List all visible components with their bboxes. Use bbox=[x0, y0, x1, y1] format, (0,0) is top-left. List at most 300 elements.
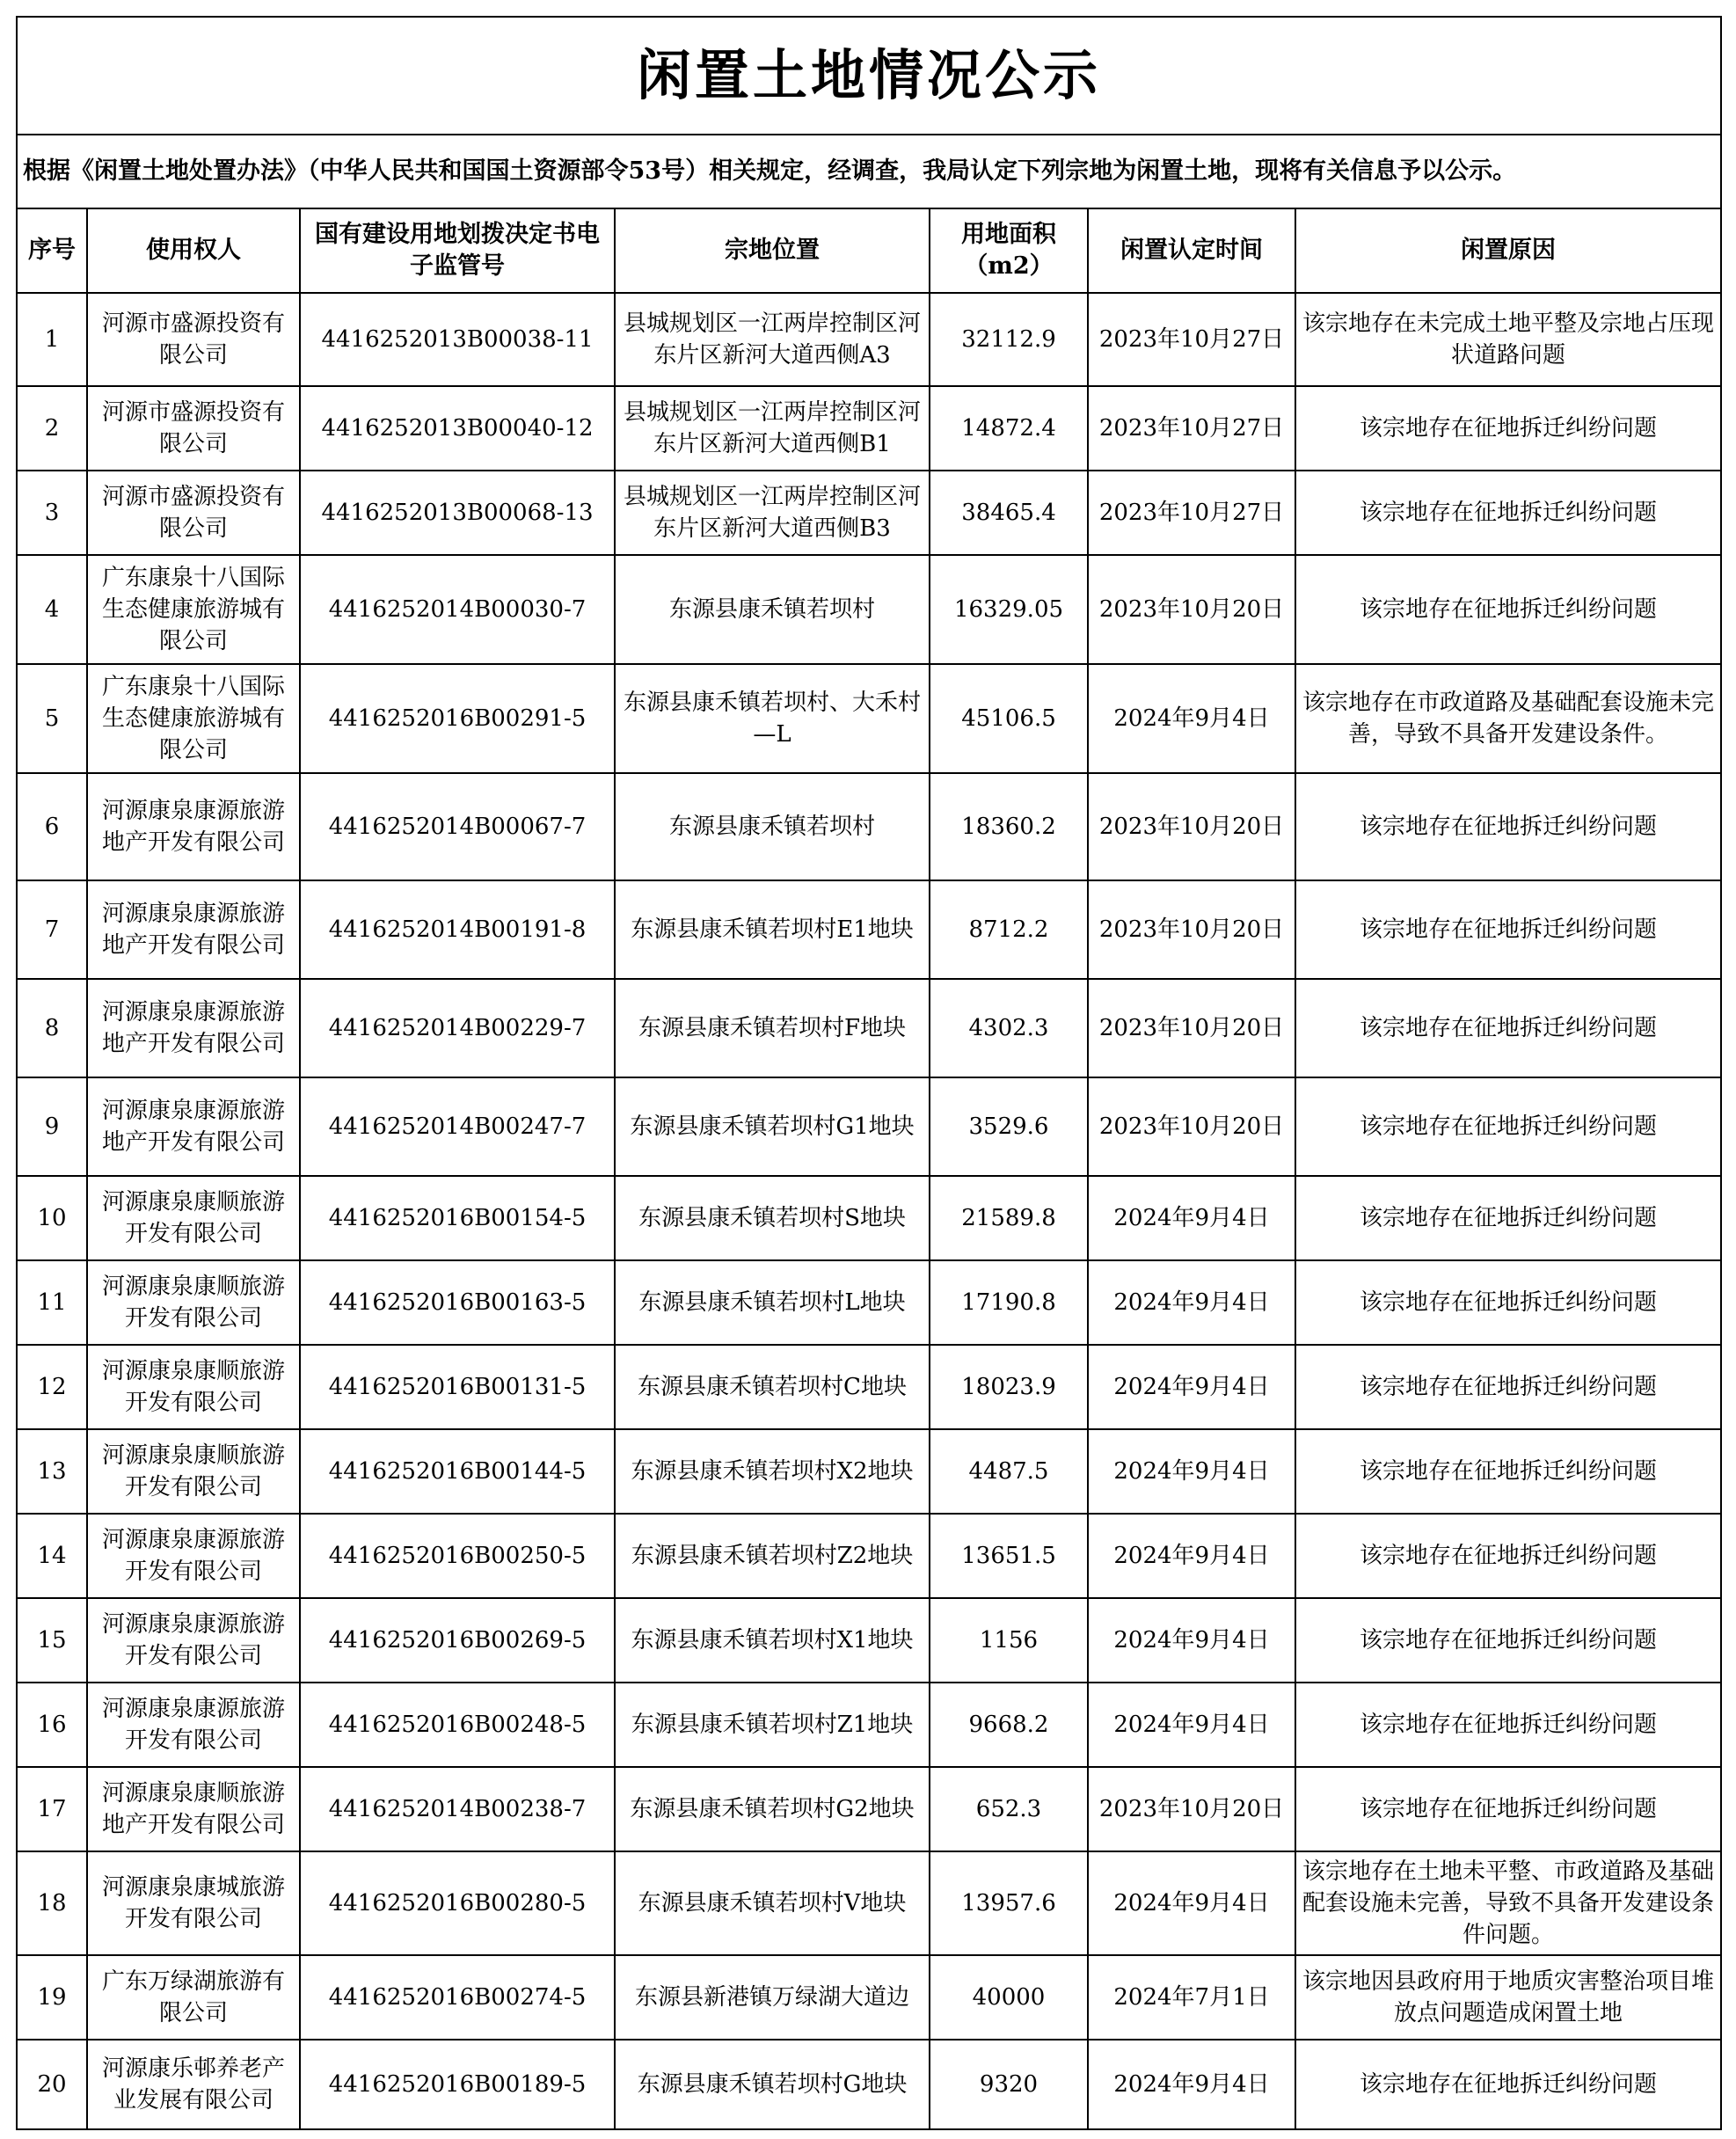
cell-row-area bbox=[930, 1683, 1088, 1767]
cell-row-index bbox=[17, 1683, 87, 1767]
cell-text: 2023年10月20日 bbox=[1098, 1015, 1285, 1041]
cell-text: 6 bbox=[44, 814, 60, 840]
cell-text: 1156 bbox=[979, 1627, 1039, 1654]
cell-text: 4416252016B00248-5 bbox=[328, 1712, 587, 1738]
cell-text: 东源县康禾镇若坝村X2地块 bbox=[631, 1458, 914, 1485]
cell-row-index bbox=[17, 1955, 87, 2040]
table-row bbox=[17, 1176, 1721, 1260]
cell-row-supervision-no bbox=[300, 1767, 615, 1851]
cell-row-area bbox=[930, 979, 1088, 1077]
cell-row-location bbox=[615, 293, 930, 386]
cell-text: 1 bbox=[44, 326, 60, 353]
cell-text: 3 bbox=[44, 500, 60, 526]
table-row bbox=[17, 664, 1721, 773]
cell-text: 广东万绿湖旅游有限公司 bbox=[101, 1968, 285, 2026]
cell-text: 4416252016B00144-5 bbox=[328, 1458, 587, 1485]
table-row bbox=[17, 1514, 1721, 1598]
cell-text: 9 bbox=[44, 1113, 60, 1140]
cell-text: 2024年9月4日 bbox=[1113, 1374, 1270, 1400]
cell-text: 该宗地存在征地拆迁纠纷问题 bbox=[1360, 596, 1658, 623]
cell-row-supervision-no bbox=[300, 1429, 615, 1514]
cell-text: 2023年10月20日 bbox=[1098, 1796, 1285, 1822]
cell-text: 4416252016B00154-5 bbox=[328, 1205, 587, 1231]
cell-row-date bbox=[1088, 1514, 1295, 1598]
cell-text: 2024年9月4日 bbox=[1113, 1543, 1270, 1569]
cell-row-location bbox=[615, 664, 930, 773]
cell-text: 2023年10月27日 bbox=[1098, 415, 1285, 442]
cell-row-owner bbox=[87, 1767, 300, 1851]
cell-row-area bbox=[930, 1851, 1088, 1955]
cell-row-supervision-no bbox=[300, 1598, 615, 1683]
cell-row-supervision-no bbox=[300, 1851, 615, 1955]
cell-row-location bbox=[615, 1260, 930, 1345]
cell-row-supervision-no bbox=[300, 1955, 615, 2040]
cell-text: 4416252016B00280-5 bbox=[328, 1890, 587, 1916]
cell-row-reason bbox=[1295, 1683, 1721, 1767]
cell-text: 该宗地存在征地拆迁纠纷问题 bbox=[1360, 1543, 1658, 1569]
cell-row-area bbox=[930, 664, 1088, 773]
page-title: 闲置土地情况公示 bbox=[17, 17, 1721, 135]
cell-row-date bbox=[1088, 471, 1295, 555]
cell-row-reason bbox=[1295, 1345, 1721, 1429]
cell-row-location bbox=[615, 1514, 930, 1598]
cell-text: 河源康泉康源旅游地产开发有限公司 bbox=[101, 1098, 285, 1156]
cell-row-index bbox=[17, 664, 87, 773]
cell-text: 16 bbox=[37, 1712, 67, 1738]
cell-row-location bbox=[615, 1176, 930, 1260]
cell-row-date bbox=[1088, 555, 1295, 664]
cell-text: 河源康泉康源旅游地产开发有限公司 bbox=[101, 999, 285, 1057]
cell-text: 河源康泉康顺旅游开发有限公司 bbox=[101, 1442, 285, 1500]
cell-text: 21589.8 bbox=[961, 1205, 1056, 1231]
cell-row-supervision-no bbox=[300, 773, 615, 880]
cell-text: 11 bbox=[37, 1289, 67, 1316]
cell-text: 县城规划区一江两岸控制区河东片区新河大道西侧B1 bbox=[623, 399, 921, 457]
cell-text: 广东康泉十八国际生态健康旅游城有限公司 bbox=[101, 674, 285, 763]
cell-row-reason bbox=[1295, 664, 1721, 773]
cell-row-reason bbox=[1295, 773, 1721, 880]
cell-row-owner bbox=[87, 1260, 300, 1345]
cell-text: 4416252013B00040-12 bbox=[321, 415, 594, 442]
cell-row-supervision-no bbox=[300, 1077, 615, 1176]
cell-row-owner bbox=[87, 1851, 300, 1955]
cell-text: 广东康泉十八国际生态健康旅游城有限公司 bbox=[101, 565, 285, 654]
cell-text: 东源县康禾镇若坝村G1地块 bbox=[630, 1113, 915, 1140]
table-row bbox=[17, 880, 1721, 979]
cell-text: 河源康泉康顺旅游地产开发有限公司 bbox=[101, 1780, 285, 1838]
table-row bbox=[17, 1955, 1721, 2040]
cell-row-reason bbox=[1295, 1955, 1721, 2040]
cell-text: 县城规划区一江两岸控制区河东片区新河大道西侧B3 bbox=[623, 484, 921, 542]
cell-row-owner bbox=[87, 880, 300, 979]
cell-row-area bbox=[930, 880, 1088, 979]
cell-text: 河源康泉康顺旅游开发有限公司 bbox=[101, 1358, 285, 1416]
cell-row-location bbox=[615, 1077, 930, 1176]
cell-row-date bbox=[1088, 1767, 1295, 1851]
cell-text: 12 bbox=[37, 1374, 67, 1400]
cell-row-area bbox=[930, 1345, 1088, 1429]
cell-text: 16329.05 bbox=[953, 596, 1064, 623]
cell-text: 2 bbox=[44, 415, 60, 442]
cell-row-index bbox=[17, 293, 87, 386]
cell-row-location bbox=[615, 471, 930, 555]
cell-text: 东源县康禾镇若坝村V地块 bbox=[638, 1890, 907, 1916]
cell-row-supervision-no bbox=[300, 880, 615, 979]
cell-text: 2024年7月1日 bbox=[1113, 1984, 1270, 2011]
cell-text: 4416252014B00191-8 bbox=[328, 916, 587, 943]
cell-row-area bbox=[930, 293, 1088, 386]
cell-row-reason bbox=[1295, 1260, 1721, 1345]
cell-row-location bbox=[615, 773, 930, 880]
cell-row-location bbox=[615, 880, 930, 979]
cell-text: 4416252016B00274-5 bbox=[328, 1984, 587, 2011]
cell-text: 东源县康禾镇若坝村X1地块 bbox=[631, 1627, 914, 1654]
cell-row-area bbox=[930, 1260, 1088, 1345]
cell-row-date bbox=[1088, 664, 1295, 773]
cell-text: 河源康乐邨养老产业发展有限公司 bbox=[101, 2055, 285, 2113]
cell-row-index bbox=[17, 773, 87, 880]
cell-row-date bbox=[1088, 1176, 1295, 1260]
cell-text: 东源县康禾镇若坝村Z1地块 bbox=[631, 1712, 914, 1738]
cell-text: 13957.6 bbox=[961, 1890, 1056, 1916]
cell-text: 河源康泉康源旅游开发有限公司 bbox=[101, 1527, 285, 1585]
cell-text: 县城规划区一江两岸控制区河东片区新河大道西侧A3 bbox=[623, 310, 921, 369]
cell-text: 32112.9 bbox=[961, 326, 1056, 353]
cell-row-location bbox=[615, 2040, 930, 2129]
cell-text: 13 bbox=[37, 1458, 67, 1485]
cell-row-supervision-no bbox=[300, 664, 615, 773]
cell-row-index bbox=[17, 880, 87, 979]
cell-row-supervision-no bbox=[300, 293, 615, 386]
cell-text: 该宗地存在土地未平整、市政道路及基础配套设施未完善，导致不具备开发建设条件问题。 bbox=[1302, 1858, 1715, 1948]
cell-text: 2024年9月4日 bbox=[1113, 1890, 1270, 1916]
cell-row-location bbox=[615, 1429, 930, 1514]
cell-text: 4416252016B00250-5 bbox=[328, 1543, 587, 1569]
cell-row-owner bbox=[87, 1176, 300, 1260]
cell-row-date bbox=[1088, 1598, 1295, 1683]
cell-text: 4416252014B00030-7 bbox=[328, 596, 587, 623]
cell-text: 2024年9月4日 bbox=[1113, 1627, 1270, 1654]
cell-row-reason bbox=[1295, 1598, 1721, 1683]
cell-row-index bbox=[17, 1514, 87, 1598]
cell-row-date bbox=[1088, 1345, 1295, 1429]
cell-row-date bbox=[1088, 1260, 1295, 1345]
cell-text: 7 bbox=[44, 916, 60, 943]
table-row bbox=[17, 1683, 1721, 1767]
cell-text: 该宗地存在征地拆迁纠纷问题 bbox=[1360, 500, 1658, 526]
cell-text: 河源市盛源投资有限公司 bbox=[101, 310, 285, 369]
cell-text: 东源县康禾镇若坝村G地块 bbox=[637, 2071, 908, 2098]
cell-text: 18360.2 bbox=[961, 814, 1056, 840]
cell-text: 19 bbox=[37, 1984, 67, 2011]
cell-text: 东源县康禾镇若坝村 bbox=[668, 596, 875, 623]
cell-row-owner bbox=[87, 979, 300, 1077]
cell-row-reason bbox=[1295, 555, 1721, 664]
cell-row-location bbox=[615, 1767, 930, 1851]
cell-text: 2024年9月4日 bbox=[1113, 1289, 1270, 1316]
cell-row-index bbox=[17, 1077, 87, 1176]
cell-row-reason bbox=[1295, 1851, 1721, 1955]
table-row bbox=[17, 773, 1721, 880]
cell-row-owner bbox=[87, 1683, 300, 1767]
cell-text: 2024年9月4日 bbox=[1113, 705, 1270, 732]
cell-row-location bbox=[615, 1955, 930, 2040]
cell-text: 38465.4 bbox=[961, 500, 1056, 526]
cell-text: 4416252016B00189-5 bbox=[328, 2071, 587, 2098]
table-row bbox=[17, 2040, 1721, 2129]
cell-text: 该宗地存在征地拆迁纠纷问题 bbox=[1360, 1289, 1658, 1316]
cell-text: 该宗地存在征地拆迁纠纷问题 bbox=[1360, 916, 1658, 943]
cell-row-reason bbox=[1295, 1429, 1721, 1514]
cell-row-date bbox=[1088, 2040, 1295, 2129]
cell-row-reason bbox=[1295, 979, 1721, 1077]
table-row bbox=[17, 293, 1721, 386]
cell-row-owner bbox=[87, 1077, 300, 1176]
column-header-supervision-no: 国有建设用地划拨决定书电子监管号 bbox=[300, 208, 615, 293]
cell-row-reason bbox=[1295, 2040, 1721, 2129]
cell-row-date bbox=[1088, 1429, 1295, 1514]
cell-row-supervision-no bbox=[300, 1683, 615, 1767]
cell-text: 2024年9月4日 bbox=[1113, 1712, 1270, 1738]
cell-row-index bbox=[17, 471, 87, 555]
cell-text: 该宗地存在征地拆迁纠纷问题 bbox=[1360, 1796, 1658, 1822]
cell-text: 东源县康禾镇若坝村Z2地块 bbox=[631, 1543, 914, 1569]
cell-text: 4416252013B00038-11 bbox=[321, 326, 594, 353]
cell-row-area bbox=[930, 555, 1088, 664]
cell-row-area bbox=[930, 1429, 1088, 1514]
cell-text: 河源康泉康顺旅游开发有限公司 bbox=[101, 1189, 285, 1247]
cell-row-supervision-no bbox=[300, 555, 615, 664]
cell-text: 该宗地存在未完成土地平整及宗地占压现状道路问题 bbox=[1302, 310, 1715, 369]
cell-text: 4 bbox=[44, 596, 60, 623]
cell-text: 15 bbox=[37, 1627, 67, 1654]
cell-text: 8712.2 bbox=[968, 916, 1049, 943]
cell-row-index bbox=[17, 555, 87, 664]
cell-row-index bbox=[17, 1598, 87, 1683]
column-header-location: 宗地位置 bbox=[615, 208, 930, 293]
cell-text: 该宗地存在征地拆迁纠纷问题 bbox=[1360, 1374, 1658, 1400]
column-header-index: 序号 bbox=[17, 208, 87, 293]
cell-row-location bbox=[615, 1851, 930, 1955]
cell-row-reason bbox=[1295, 293, 1721, 386]
cell-text: 4416252016B00163-5 bbox=[328, 1289, 587, 1316]
cell-text: 2024年9月4日 bbox=[1113, 1458, 1270, 1485]
cell-row-owner bbox=[87, 1955, 300, 2040]
cell-row-supervision-no bbox=[300, 386, 615, 471]
cell-row-area bbox=[930, 1514, 1088, 1598]
cell-text: 2024年9月4日 bbox=[1113, 1205, 1270, 1231]
cell-row-location bbox=[615, 386, 930, 471]
cell-row-area bbox=[930, 1176, 1088, 1260]
table-row bbox=[17, 555, 1721, 664]
table-row bbox=[17, 1851, 1721, 1955]
cell-text: 18023.9 bbox=[961, 1374, 1056, 1400]
cell-row-owner bbox=[87, 773, 300, 880]
cell-row-owner bbox=[87, 1345, 300, 1429]
cell-row-supervision-no bbox=[300, 1514, 615, 1598]
cell-text: 该宗地存在征地拆迁纠纷问题 bbox=[1360, 814, 1658, 840]
notice-sheet bbox=[16, 16, 1720, 2130]
cell-text: 河源康泉康源旅游开发有限公司 bbox=[101, 1611, 285, 1669]
cell-text: 2023年10月20日 bbox=[1098, 814, 1285, 840]
cell-text: 45106.5 bbox=[961, 705, 1056, 732]
cell-text: 20 bbox=[37, 2071, 67, 2098]
cell-row-reason bbox=[1295, 386, 1721, 471]
cell-text: 4416252016B00291-5 bbox=[328, 705, 587, 732]
cell-row-index bbox=[17, 1767, 87, 1851]
cell-row-date bbox=[1088, 1851, 1295, 1955]
cell-row-owner bbox=[87, 1514, 300, 1598]
cell-text: 3529.6 bbox=[968, 1113, 1049, 1140]
cell-text: 8 bbox=[44, 1015, 60, 1041]
cell-text: 东源县康禾镇若坝村、大禾村—L bbox=[623, 690, 921, 748]
cell-row-index bbox=[17, 979, 87, 1077]
cell-row-reason bbox=[1295, 1176, 1721, 1260]
cell-text: 河源康泉康顺旅游开发有限公司 bbox=[101, 1274, 285, 1332]
cell-text: 该宗地存在征地拆迁纠纷问题 bbox=[1360, 2071, 1658, 2098]
cell-row-index bbox=[17, 386, 87, 471]
cell-row-reason bbox=[1295, 1077, 1721, 1176]
cell-text: 河源康泉康源旅游开发有限公司 bbox=[101, 1696, 285, 1754]
cell-row-location bbox=[615, 979, 930, 1077]
cell-row-owner bbox=[87, 386, 300, 471]
cell-row-owner bbox=[87, 2040, 300, 2129]
table-row bbox=[17, 471, 1721, 555]
cell-text: 东源县康禾镇若坝村G2地块 bbox=[630, 1796, 915, 1822]
cell-text: 40000 bbox=[972, 1984, 1046, 2011]
table-header-row bbox=[17, 208, 1721, 293]
table-row bbox=[17, 1598, 1721, 1683]
cell-text: 2023年10月27日 bbox=[1098, 326, 1285, 353]
cell-row-location bbox=[615, 555, 930, 664]
cell-row-supervision-no bbox=[300, 471, 615, 555]
cell-text: 4416252016B00131-5 bbox=[328, 1374, 587, 1400]
cell-text: 河源康泉康源旅游地产开发有限公司 bbox=[101, 798, 285, 856]
cell-row-date bbox=[1088, 979, 1295, 1077]
cell-text: 该宗地存在征地拆迁纠纷问题 bbox=[1360, 1712, 1658, 1738]
cell-row-area bbox=[930, 1077, 1088, 1176]
cell-row-location bbox=[615, 1683, 930, 1767]
cell-row-area bbox=[930, 2040, 1088, 2129]
cell-row-date bbox=[1088, 773, 1295, 880]
cell-row-owner bbox=[87, 555, 300, 664]
cell-text: 该宗地存在征地拆迁纠纷问题 bbox=[1360, 1458, 1658, 1485]
cell-row-area bbox=[930, 773, 1088, 880]
cell-text: 652.3 bbox=[975, 1796, 1042, 1822]
cell-text: 2024年9月4日 bbox=[1113, 2071, 1270, 2098]
cell-row-index bbox=[17, 1345, 87, 1429]
cell-text: 4416252014B00067-7 bbox=[328, 814, 587, 840]
cell-row-date bbox=[1088, 1955, 1295, 2040]
cell-row-area bbox=[930, 1767, 1088, 1851]
cell-text: 17 bbox=[37, 1796, 67, 1822]
cell-text: 该宗地存在征地拆迁纠纷问题 bbox=[1360, 1015, 1658, 1041]
cell-row-reason bbox=[1295, 1514, 1721, 1598]
cell-text: 东源县康禾镇若坝村C地块 bbox=[638, 1374, 907, 1400]
cell-text: 4416252013B00068-13 bbox=[321, 500, 594, 526]
cell-text: 4416252014B00229-7 bbox=[328, 1015, 587, 1041]
cell-row-index bbox=[17, 1429, 87, 1514]
table-row bbox=[17, 1345, 1721, 1429]
cell-text: 东源县康禾镇若坝村E1地块 bbox=[631, 916, 914, 943]
cell-text: 该宗地存在征地拆迁纠纷问题 bbox=[1360, 1205, 1658, 1231]
table-row bbox=[17, 1767, 1721, 1851]
cell-row-supervision-no bbox=[300, 979, 615, 1077]
cell-row-date bbox=[1088, 1683, 1295, 1767]
cell-text: 4416252014B00238-7 bbox=[328, 1796, 587, 1822]
cell-text: 河源康泉康城旅游开发有限公司 bbox=[101, 1874, 285, 1932]
cell-row-index bbox=[17, 2040, 87, 2129]
cell-text: 东源县康禾镇若坝村L地块 bbox=[638, 1289, 906, 1316]
cell-text: 4416252014B00247-7 bbox=[328, 1113, 587, 1140]
cell-text: 13651.5 bbox=[961, 1543, 1056, 1569]
cell-row-owner bbox=[87, 293, 300, 386]
cell-text: 河源康泉康源旅游地产开发有限公司 bbox=[101, 901, 285, 959]
table-row bbox=[17, 386, 1721, 471]
cell-text: 4416252016B00269-5 bbox=[328, 1627, 587, 1654]
cell-row-date bbox=[1088, 1077, 1295, 1176]
cell-row-area bbox=[930, 1955, 1088, 2040]
cell-text: 2023年10月20日 bbox=[1098, 916, 1285, 943]
cell-row-index bbox=[17, 1260, 87, 1345]
cell-text: 10 bbox=[37, 1205, 67, 1231]
cell-text: 该宗地存在征地拆迁纠纷问题 bbox=[1360, 1627, 1658, 1654]
cell-row-owner bbox=[87, 664, 300, 773]
cell-row-supervision-no bbox=[300, 1345, 615, 1429]
cell-row-date bbox=[1088, 880, 1295, 979]
cell-text: 该宗地存在市政道路及基础配套设施未完善，导致不具备开发建设条件。 bbox=[1302, 690, 1715, 748]
cell-row-reason bbox=[1295, 1767, 1721, 1851]
cell-text: 4302.3 bbox=[968, 1015, 1049, 1041]
column-header-owner: 使用权人 bbox=[87, 208, 300, 293]
table-row bbox=[17, 1260, 1721, 1345]
cell-text: 14 bbox=[37, 1543, 67, 1569]
cell-text: 该宗地存在征地拆迁纠纷问题 bbox=[1360, 1113, 1658, 1140]
column-header-reason: 闲置原因 bbox=[1295, 208, 1721, 293]
cell-row-location bbox=[615, 1345, 930, 1429]
cell-text: 2023年10月27日 bbox=[1098, 500, 1285, 526]
table-row bbox=[17, 1077, 1721, 1176]
table-row bbox=[17, 979, 1721, 1077]
column-header-date: 闲置认定时间 bbox=[1088, 208, 1295, 293]
intro-paragraph: 根据《闲置土地处置办法》（中华人民共和国国土资源部令53号）相关规定，经调查，我局认定下列宗地为闲置土地，现将有关信息予以公示。 bbox=[17, 135, 1721, 208]
cell-row-owner bbox=[87, 471, 300, 555]
cell-text: 该宗地因县政府用于地质灾害整治项目堆放点问题造成闲置土地 bbox=[1302, 1968, 1715, 2026]
cell-text: 东源县新港镇万绿湖大道边 bbox=[634, 1984, 909, 2011]
cell-text: 9320 bbox=[979, 2071, 1039, 2098]
cell-text: 该宗地存在征地拆迁纠纷问题 bbox=[1360, 415, 1658, 442]
cell-row-date bbox=[1088, 386, 1295, 471]
cell-text: 东源县康禾镇若坝村F地块 bbox=[638, 1015, 907, 1041]
cell-row-owner bbox=[87, 1429, 300, 1514]
cell-row-supervision-no bbox=[300, 1176, 615, 1260]
cell-row-index bbox=[17, 1851, 87, 1955]
cell-row-area bbox=[930, 1598, 1088, 1683]
cell-row-location bbox=[615, 1598, 930, 1683]
cell-text: 5 bbox=[44, 705, 60, 732]
cell-row-area bbox=[930, 471, 1088, 555]
cell-row-date bbox=[1088, 293, 1295, 386]
cell-text: 2023年10月20日 bbox=[1098, 1113, 1285, 1140]
table-row bbox=[17, 1429, 1721, 1514]
cell-row-reason bbox=[1295, 880, 1721, 979]
cell-text: 14872.4 bbox=[961, 415, 1056, 442]
cell-row-owner bbox=[87, 1598, 300, 1683]
cell-row-supervision-no bbox=[300, 1260, 615, 1345]
cell-text: 2023年10月20日 bbox=[1098, 596, 1285, 623]
cell-row-reason bbox=[1295, 471, 1721, 555]
cell-text: 9668.2 bbox=[968, 1712, 1049, 1738]
